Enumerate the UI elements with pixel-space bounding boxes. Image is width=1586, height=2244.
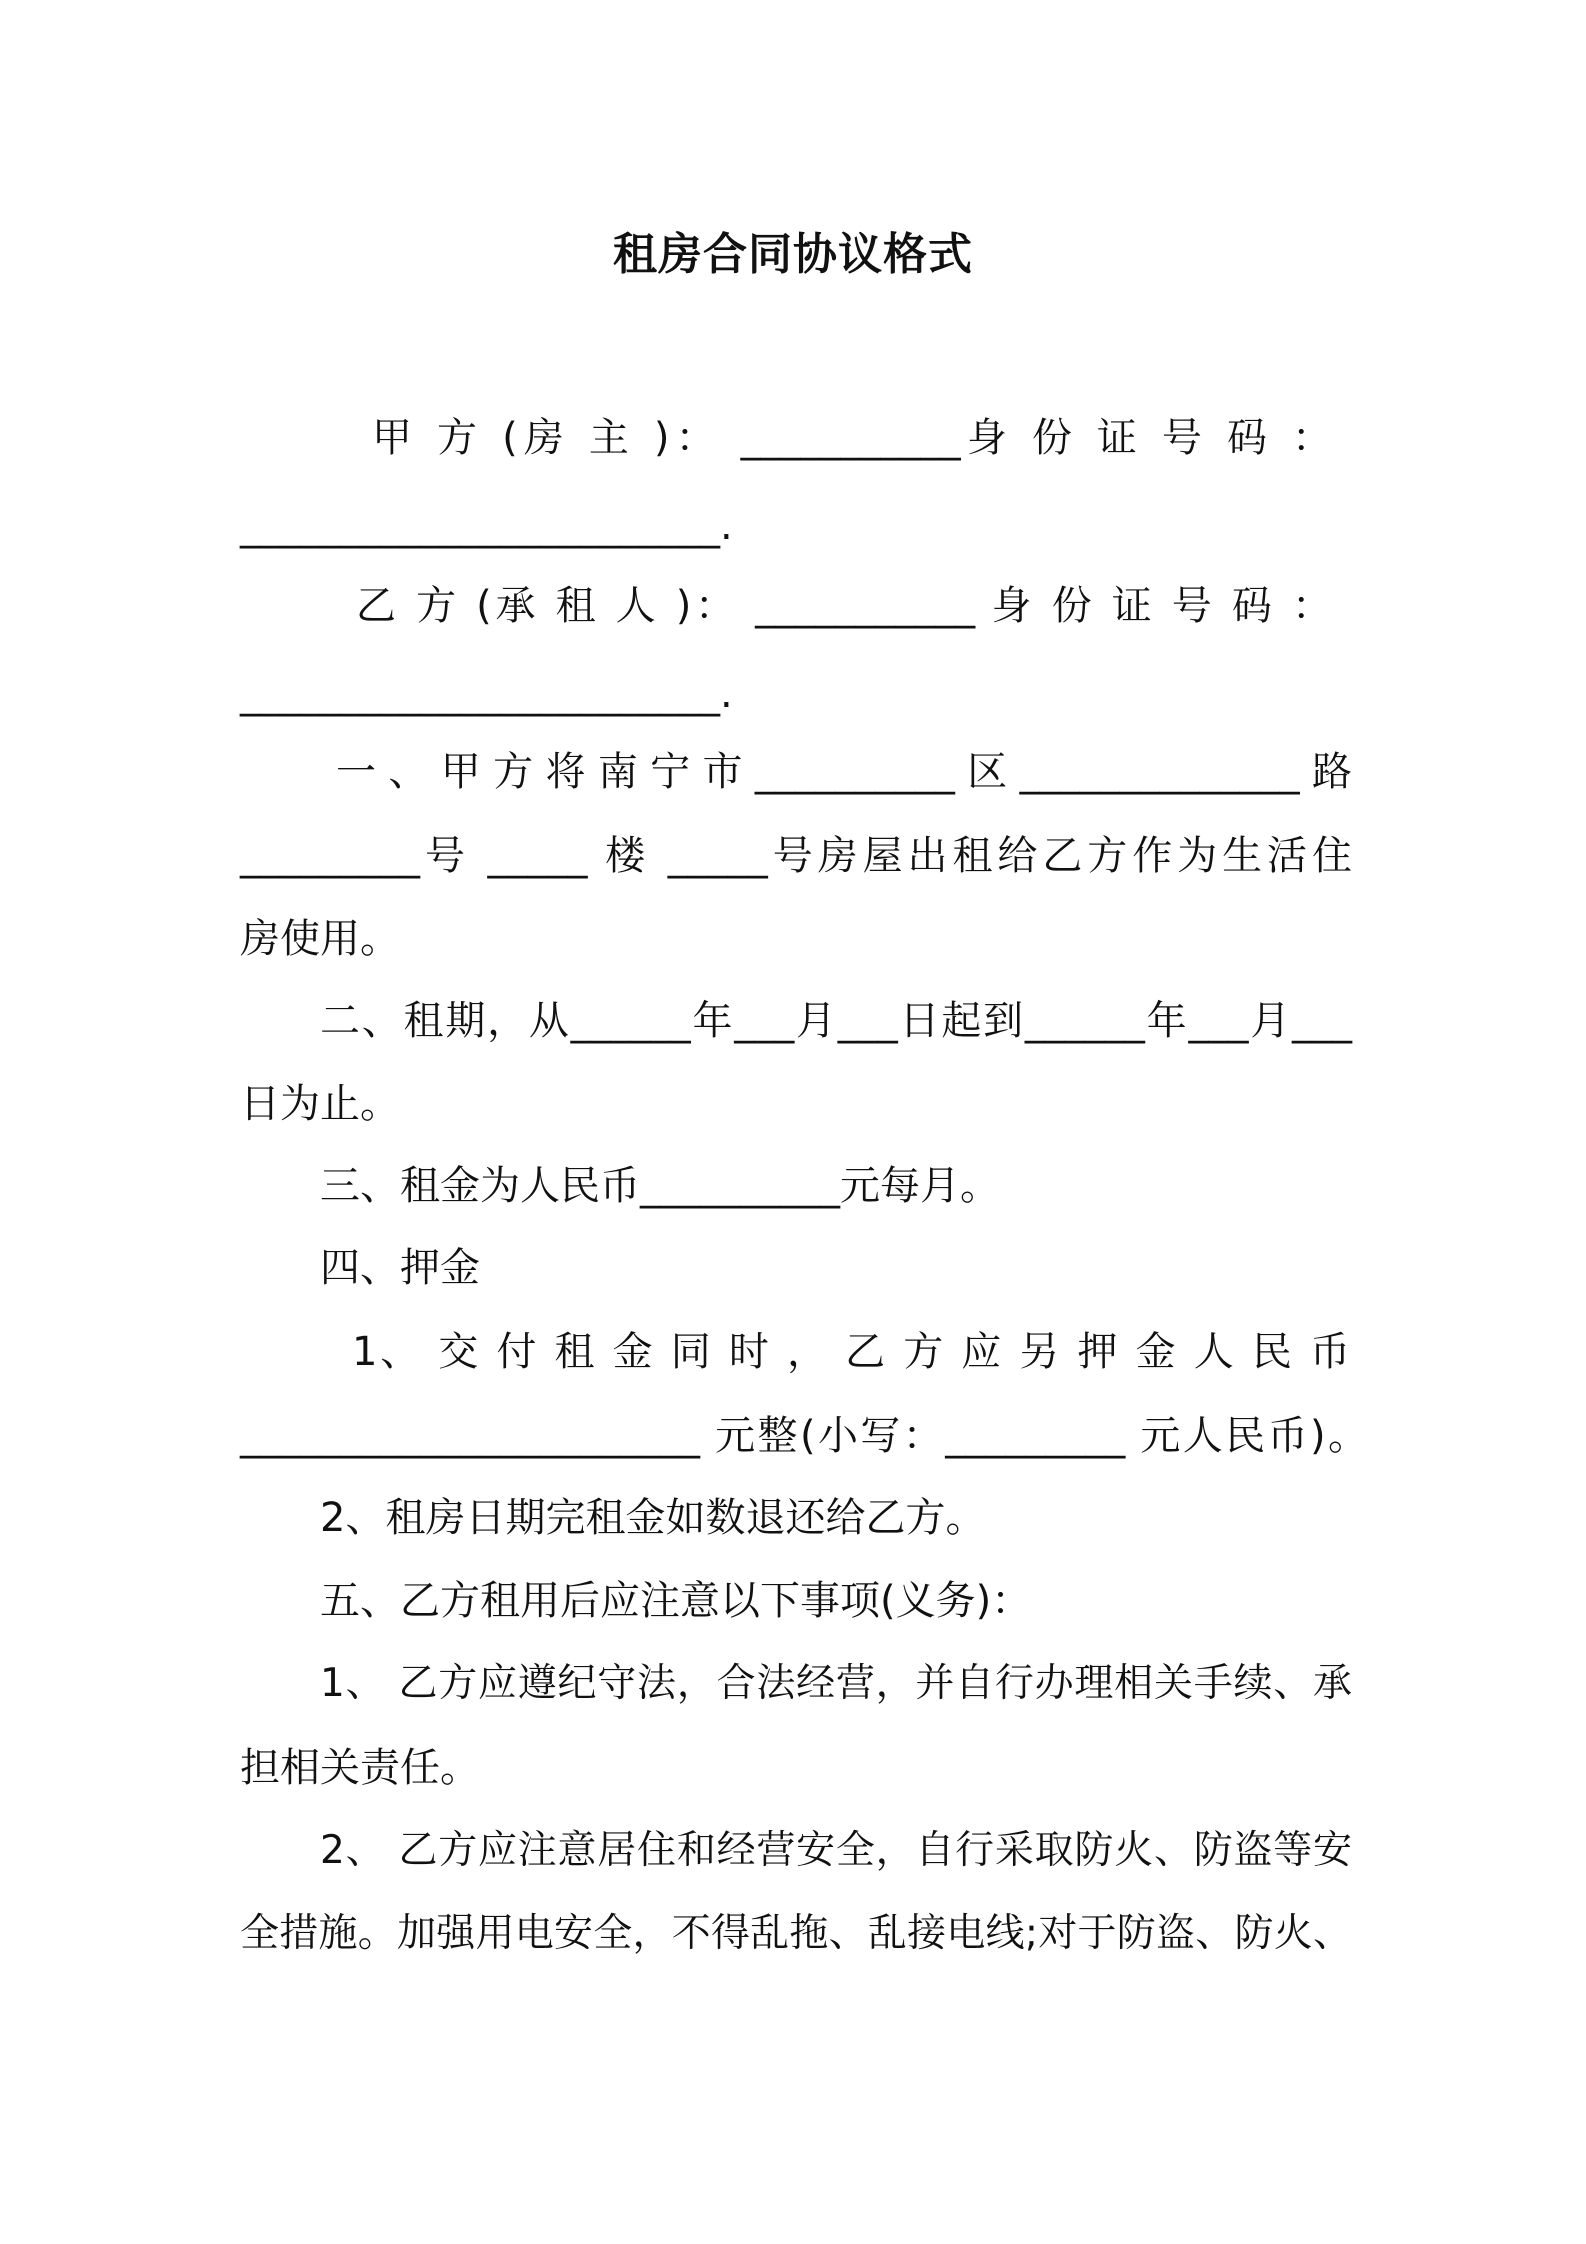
party-a-line: 甲 方 (房 主 )： ___________身 份 证 号 码 ： (372, 415, 1332, 461)
party-a-id-blank: ________________________. (240, 503, 733, 549)
clause-2-line-2: 日为止。 (240, 1081, 400, 1127)
clause-5-item-1-line-2: 担相关责任。 (240, 1745, 480, 1791)
clause-1-line-3: 房使用。 (240, 916, 400, 962)
clause-4-item-1-line-1: 1、 交 付 租 金 同 时 ， 乙 方 应 另 押 金 人 民 币 (352, 1329, 1350, 1375)
clause-1-line-1: 一、甲方将南宁市__________区______________路 (336, 749, 1352, 795)
document-title: 租房合同协议格式 (613, 229, 973, 280)
clause-4-item-1-line-2: _______________________ 元整(小写：_________ 元人民币)。 (240, 1413, 1368, 1459)
clause-3-line: 三、租金为人民币__________元每月。 (320, 1163, 1000, 1209)
clause-2-line-1: 二、租期，从______年___月___日起到______年___月___ (320, 998, 1352, 1044)
clause-1-line-2: _________号 _____ 楼 _____号房屋出租给乙方作为生活住 (240, 833, 1352, 879)
clause-5-item-1-line-1: 1、 乙方应遵纪守法，合法经营，并自行办理相关手续、承 (320, 1661, 1352, 1706)
clause-5-item-2-line-1: 2、 乙方应注意居住和经营安全，自行采取防火、防盗等安 (320, 1828, 1352, 1873)
party-b-id-blank: ________________________. (240, 671, 733, 717)
clause-5-heading: 五、乙方租用后应注意以下事项(义务)： (320, 1578, 1032, 1624)
clause-5-item-2-line-2: 全措施。加强用电安全，不得乱拖、乱接电线;对于防盗、防火、 (240, 1911, 1352, 1956)
party-b-line: 乙 方 (承 租 人 )： ___________ 身 份 证 号 码 ： (356, 583, 1332, 629)
clause-4-item-2: 2、租房日期完租金如数退还给乙方。 (320, 1495, 986, 1541)
clause-4-heading: 四、押金 (320, 1245, 480, 1291)
